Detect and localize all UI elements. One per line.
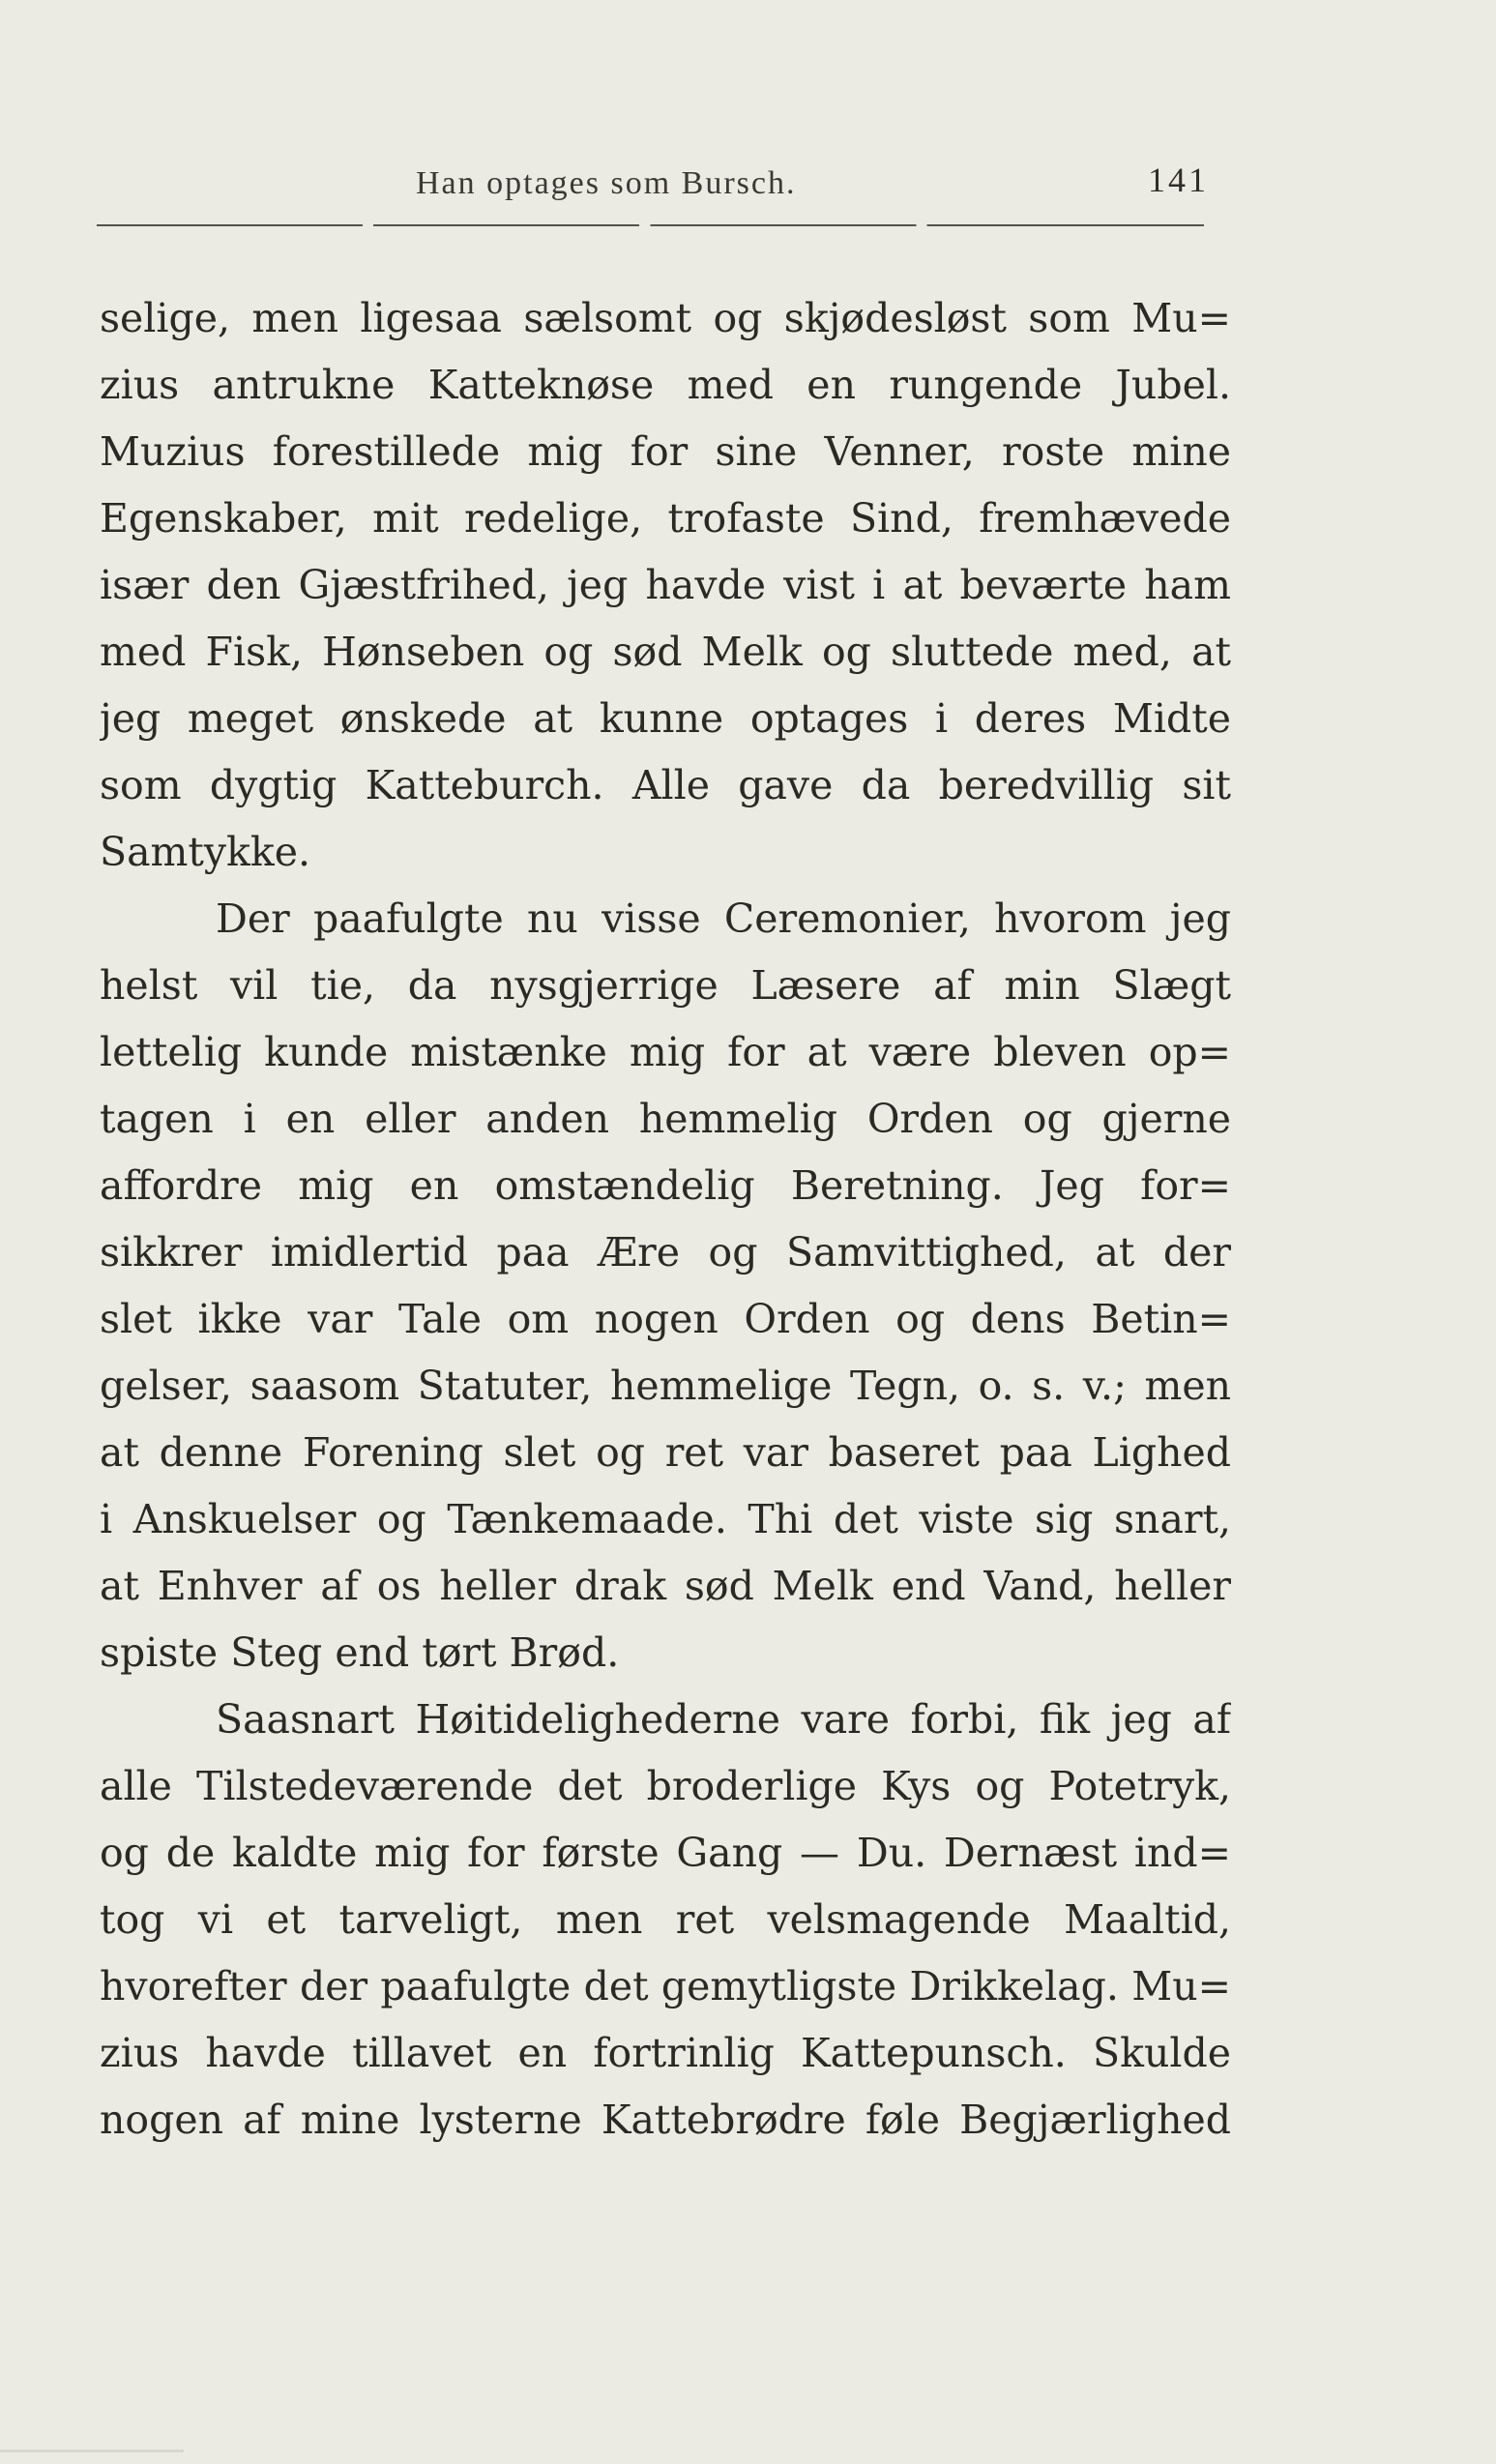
text-line: zius havde tillavet en fortrinlig Kattepunsch. Skulde xyxy=(100,2030,1231,2076)
running-head xyxy=(97,160,1238,208)
text-line: hvorefter der paafulgte det gemytligste Drikkelag. Mu= xyxy=(100,1963,1231,2009)
text-line: sikkrer imidlertid paa Ære og Samvittighed, at der xyxy=(100,1229,1231,1276)
text-line: selige, men ligesaa sælsomt og skjødesløst som Mu= xyxy=(100,295,1231,341)
text-line: gelser, saasom Statuter, hemmelige Tegn, o. s. v.; men xyxy=(100,1363,1231,1409)
text-line: med Fisk, Hønseben og sød Melk og sluttede med, at xyxy=(100,629,1231,675)
page-number: 141 xyxy=(1148,161,1209,199)
text-line: tagen i en eller anden hemmelig Orden og gjerne xyxy=(100,1096,1231,1142)
text-line: Samtykke. xyxy=(100,829,311,875)
text-line: spiste Steg end tørt Brød. xyxy=(100,1629,620,1676)
text-line: jeg meget ønskede at kunne optages i deres Midte xyxy=(100,695,1231,742)
page-edge-mark xyxy=(0,2449,184,2452)
text-line: Saasnart Høitidelighederne vare forbi, fik jeg af xyxy=(216,1696,1231,1743)
text-line: som dygtig Katteburch. Alle gave da beredvillig sit xyxy=(100,762,1231,808)
text-line: helst vil tie, da nysgjerrige Læsere af min Slægt xyxy=(100,962,1231,1009)
text-line: lettelig kunde mistænke mig for at være bleven op= xyxy=(100,1029,1231,1075)
text-line: Muzius forestillede mig for sine Venner, roste mine xyxy=(100,428,1231,475)
running-title: Han optages som Bursch. xyxy=(416,165,797,201)
text-line: nogen af mine lysterne Kattebrødre føle Begjærlighed xyxy=(100,2097,1231,2143)
text-line: Egenskaber, mit redelige, trofaste Sind, fremhævede xyxy=(100,495,1231,542)
text-line: i Anskuelser og Tænkemaade. Thi det viste sig snart, xyxy=(100,1496,1231,1542)
text-line: alle Tilstedeværende det broderlige Kys og Potetryk, xyxy=(100,1763,1231,1809)
text-line: tog vi et tarveligt, men ret velsmagende Maaltid, xyxy=(100,1896,1231,1943)
text-line: affordre mig en omstændelig Beretning. Jeg for= xyxy=(100,1162,1231,1209)
header-rule xyxy=(97,224,1204,226)
text-line: Der paafulgte nu visse Ceremonier, hvorom jeg xyxy=(216,895,1231,942)
text-line: zius antrukne Katteknøse med en rungende Jubel. xyxy=(100,362,1231,408)
text-line: især den Gjæstfrihed, jeg havde vist i at beværte ham xyxy=(100,562,1231,608)
text-line: at Enhver af os heller drak sød Melk end Vand, heller xyxy=(100,1563,1231,1609)
body-text xyxy=(100,285,1231,2154)
text-line: og de kaldte mig for første Gang — Du. Dernæst ind= xyxy=(100,1830,1231,1876)
text-line: at denne Forening slet og ret var baseret paa Lighed xyxy=(100,1429,1231,1476)
text-line: slet ikke var Tale om nogen Orden og dens Betin= xyxy=(100,1296,1231,1342)
